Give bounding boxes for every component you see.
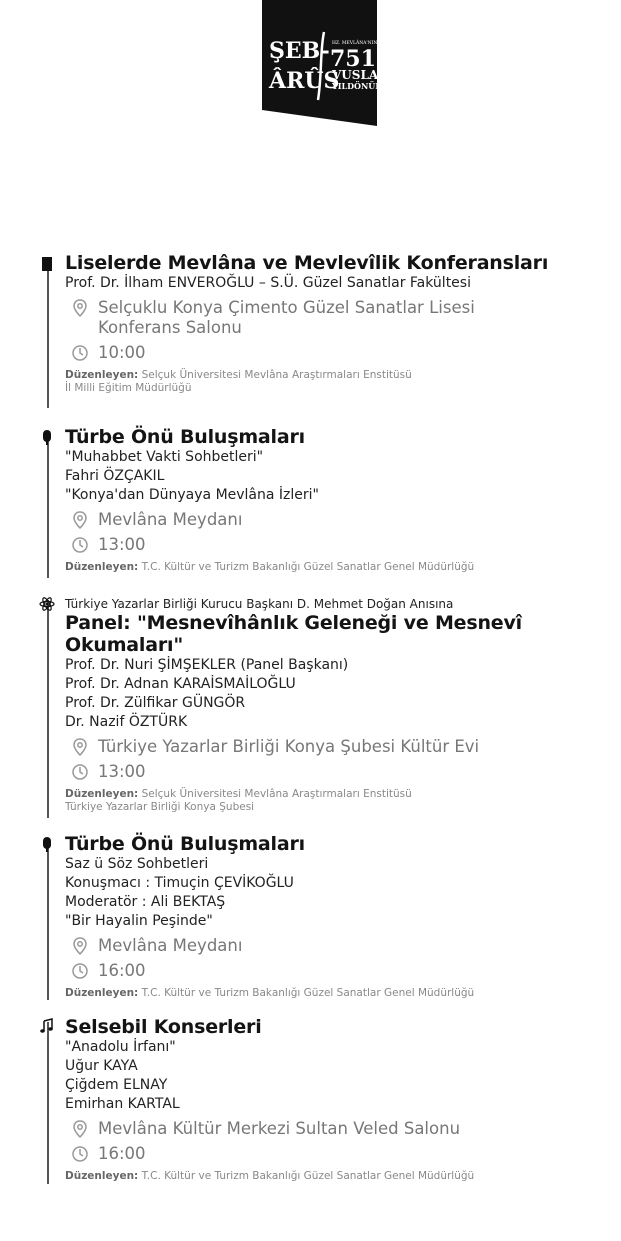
event-title: Türbe Önü Buluşmaları [65,426,305,448]
organizer-name: Türkiye Yazarlar Birliği Konya Şubesi [65,801,255,813]
event-line: Saz ü Söz Sohbetleri [65,856,209,872]
event-line: Prof. Dr. Adnan KARAİSMAİLOĞLU [65,676,296,692]
atom-icon [39,596,55,612]
event-location [48,737,608,757]
event-line: Fahri ÖZÇAKIL [65,468,165,484]
event-location-text: Mevlâna Meydanı [98,936,243,955]
event-organizer [48,1170,608,1183]
event-time [48,535,608,555]
event-time-text: 13:00 [98,762,146,781]
event-line: Dr. Nazif ÖZTÜRK [65,714,188,730]
event-title: Panel: "Mesnevîhânlık Geleneği ve Mesnevî Okumaları" [65,612,522,656]
location-pin-icon [70,737,90,757]
event-organizer [48,987,608,1000]
event-location [48,1119,608,1139]
organizer-name: İl Milli Eğitim Müdürlüğü [65,382,192,394]
clock-icon [70,535,90,555]
music-note-icon [39,1018,55,1034]
location-pin-icon [70,1119,90,1139]
event-line: Prof. Dr. Nuri ŞİMŞEKLER (Panel Başkanı) [65,657,349,673]
organizer-name: T.C. Kültür ve Turizm Bakanlığı Güzel Sanatlar Genel Müdürlüğü [141,987,475,999]
event-time-text: 10:00 [98,343,146,362]
event-line: Prof. Dr. İlham ENVEROĞLU – S.Ü. Güzel Sanatlar Fakültesi [65,275,471,291]
organizer-label: Düzenleyen: [65,1170,139,1182]
event-card [48,252,608,395]
event-line: "Konya'dan Dünyaya Mevlâna İzleri" [65,487,319,503]
event-title: Selsebil Konserleri [65,1016,262,1038]
event-time [48,343,608,363]
organizer-label: Düzenleyen: [65,788,139,800]
event-time [48,1144,608,1164]
bookmark-icon [39,256,55,272]
event-time-text: 13:00 [98,535,146,554]
event-line: Konuşmacı : Timuçin ÇEVİKOĞLU [65,875,294,891]
event-card [48,1016,608,1183]
event-location [48,298,608,338]
pin-icon [39,836,55,852]
event-location-text: Türkiye Yazarlar Birliği Konya Şubesi Kültür Evi [98,737,480,756]
event-card [48,596,608,814]
logo-number: 751. [330,46,384,72]
clock-icon [70,1144,90,1164]
organizer-label: Düzenleyen: [65,561,139,573]
event-line: Moderatör : Ali BEKTAŞ [65,894,226,910]
clock-icon [70,762,90,782]
event-card [48,426,608,574]
event-card [48,833,608,1000]
organizer-name: Selçuk Üniversitesi Mevlâna Araştırmaları Enstitüsü [141,369,412,381]
event-line: Uğur KAYA [65,1058,138,1074]
event-location-text: Selçuklu Konya Çimento Güzel Sanatlar Lisesi Konferans Salonu [98,298,475,337]
logo-left-bottom: ÂRÛS [269,68,340,94]
event-time-text: 16:00 [98,961,146,980]
organizer-name: T.C. Kültür ve Turizm Bakanlığı Güzel Sanatlar Genel Müdürlüğü [141,561,475,573]
logo-left-top: ŞEB- [269,38,330,64]
event-line: "Anadolu İrfanı" [65,1039,176,1055]
organizer-label: Düzenleyen: [65,369,139,381]
event-location-text: Mevlâna Meydanı [98,510,243,529]
organizer-name: Selçuk Üniversitesi Mevlâna Araştırmaları Enstitüsü [141,788,412,800]
event-title: Liselerde Mevlâna ve Mevlevîlik Konferansları [65,252,549,274]
event-title: Türbe Önü Buluşmaları [65,833,305,855]
location-pin-icon [70,936,90,956]
organizer-label: Düzenleyen: [65,987,139,999]
event-preheading: Türkiye Yazarlar Birliği Kurucu Başkanı D. Mehmet Doğan Anısına [65,597,454,611]
event-organizer [48,369,608,395]
event-time [48,961,608,981]
organizer-name: T.C. Kültür ve Turizm Bakanlığı Güzel Sanatlar Genel Müdürlüğü [141,1170,475,1182]
event-organizer [48,788,608,814]
pin-icon [39,429,55,445]
event-time [48,762,608,782]
logo-word1: VUSLAT [332,68,387,82]
clock-icon [70,961,90,981]
location-pin-icon [70,510,90,530]
logo-word2: YILDÖNÜMÜ [332,81,392,91]
event-location-text: Mevlâna Kültür Merkezi Sultan Veled Salonu [98,1119,461,1138]
event-line: "Bir Hayalin Peşinde" [65,913,213,929]
event-line: Prof. Dr. Zülfikar GÜNGÖR [65,695,246,711]
clock-icon [70,343,90,363]
location-pin-icon [70,298,90,318]
event-line: Emirhan KARTAL [65,1096,180,1112]
event-organizer [48,561,608,574]
event-line: Çiğdem ELNAY [65,1077,168,1093]
event-time-text: 16:00 [98,1144,146,1163]
event-logo [262,0,392,126]
event-location [48,936,608,956]
logo-small-top: HZ. MEVLÂNA'NIN [332,41,378,46]
event-line: "Muhabbet Vakti Sohbetleri" [65,449,264,465]
event-location [48,510,608,530]
